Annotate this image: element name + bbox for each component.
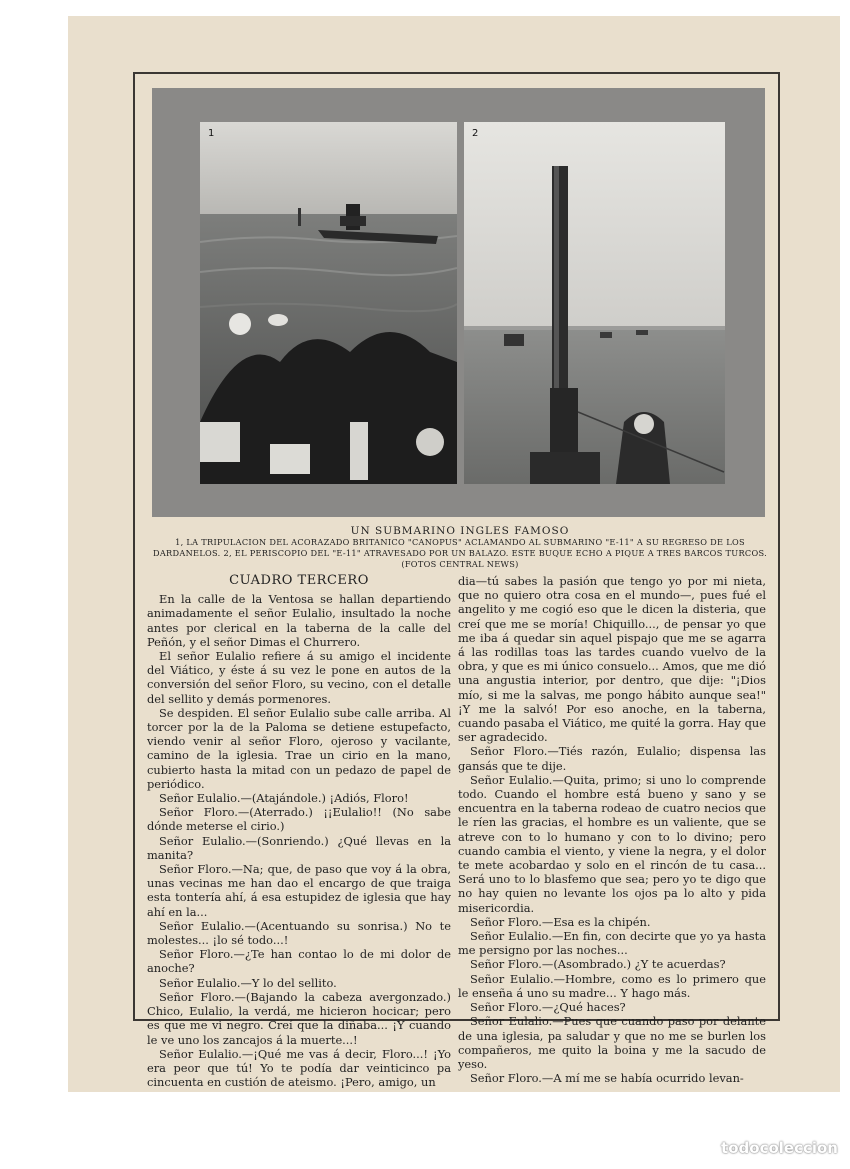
paragraph: Se despiden. El señor Eulalio sube calle arriba. Al torcer por la de la Paloma se detiene estupefacto, viendo venir al señor Floro, ojeroso y vacilante, camino de la iglesia. Trae un cirio en la mano, cubierto hasta la mitad con un pedazo de papel de periódico. (147, 705, 451, 791)
dialogue-line: Señor Eulalio.—(Sonriendo.) ¿Qué llevas en la manita? (147, 833, 451, 862)
dialogue-line: Señor Eulalio.—Y lo del sellito. (159, 975, 337, 990)
dialogue-line: Señor Eulalio.—(Acentuando su sonrisa.) No te molestes... ¡lo sé todo...! (147, 918, 451, 948)
dialogue-line: Señor Floro.—(Aterrado.) ¡¡Eulalio!! (No sabe dónde meterse el cirio.) (147, 805, 451, 834)
paragraph: En la calle de la Ventosa se hallan departiendo animadamente el señor Eulalio, insultado la noche antes por clerical en la taberna de la calle del Peñón, y el señor Dimas el Churrero. (147, 592, 451, 649)
text-column-left (147, 574, 451, 1089)
photo-caption-title: UN SUBMARINO INGLES FAMOSO (350, 525, 570, 537)
photo-damaged-periscope (464, 122, 725, 484)
dialogue-line: Señor Floro.—Esa es la chipén. (470, 914, 651, 929)
text-column-right (458, 574, 766, 1085)
dialogue-line: Señor Floro.—(Bajando la cabeza avergonzado.) Chico, Eulalio, la verdá, me hicieron hocicar; pero es que me vi negro. Creí que la diñaba... ¡Y cuando le ve uno los zancajos á la muerte...! (147, 989, 451, 1047)
watermark-logo: todocoleccion (721, 1139, 838, 1157)
photo-crew-cheering-submarine (200, 122, 457, 484)
dialogue-line: Señor Floro.—A mí me se había ocurrido levan- (470, 1071, 744, 1086)
photo-number: 2 (472, 128, 479, 139)
dialogue-line: Señor Eulalio.—Hombre, como es lo primero que le enseña á uno su madre... Y hago más. (458, 971, 766, 1000)
dialogue-line: Señor Floro.—Na; que, de paso que voy á la obra, unas vecinas me han dao el encargo de que traiga esta tontería ahí, á esa estupidez de iglesia que hay ahí en la... (147, 862, 451, 919)
dialogue-continuation: dia—tú sabes la pasión que tengo yo por mi nieta, que no quiero otra cosa en el mundo—, pues fué el angelito y me cogió eso que le dicen la disteria, que creí que me se moría! Chiquillo..., de pensar yo que me iba á quedar sin aquel pispajo que me se agarra á las rodillas toas las tardes cuando vuelvo de la obra, y que es mi único consuelo... Amos, que me dió una angustia interior, por dentro, que dije: "¡Dios mío, si me la salvas, me pongo hábito aunque sea!" ¡Y me la salvó! Por eso anoche, en la taberna, cuando pasaba el Viático, me quité la gorra. Hay que ser agradecido. (458, 574, 766, 745)
paragraph: El señor Eulalio refiere á su amigo el incidente del Viático, y éste á su vez le pone en autos de la conversión del señor Floro, su vecino, con el detalle del sellito y demás pormenores. (147, 649, 451, 706)
dialogue-line: Señor Floro.—¿Te han contao lo de mi dolor de anoche? (147, 947, 451, 976)
dialogue-line: Señor Floro.—Tiés razón, Eulalio; dispensa las gansás que te dije. (458, 744, 766, 773)
photo-caption-text: 1, LA TRIPULACION DEL ACORAZADO BRITANICO "CANOPUS" ACLAMANDO AL SUBMARINO "E-11" A SU REGRESO DE LOS DARDANELOS. 2, EL PERISCOPIO DEL "E-11" ATRAVESADO POR UN BALAZO. ESTE BUQUE ECHO A PIQUE A TRES BARCOS TURCOS. (FOTOS CENTRAL NEWS) (152, 537, 768, 569)
photo-number: 1 (208, 128, 215, 139)
dialogue-line: Señor Eulalio.—Quita, primo; si uno lo comprende todo. Cuando el hombre está bueno y sano y se encuentra en la taberna rodeao de cuatro necios que le ríen las gracias, el hombre es un valiente, que se atreve con to lo humano y con to lo divino; pero cuando cambia el viento, y viene la negra, y el dolor te mete acobardao y solo en el rincón de tu casa... Será uno to lo blasfemo que sea; pero yo te digo que no hay quien no levante los ojos pa lo alto y pida misericordia. (458, 772, 766, 915)
dialogue-line: Señor Floro.—(Asombrado.) ¿Y te acuerdas? (470, 957, 726, 972)
dialogue-line: Señor Eulalio.—¡Qué me vas á decir, Floro...! ¡Yo era peor que tú! Yo te podía dar veinticinco pa cincuenta en custión de ateismo. ¡Pero, amigo, un (147, 1046, 451, 1090)
dialogue-line: Señor Eulalio.—En fin, con decirte que yo ya hasta me persigno por las noches... (458, 929, 766, 958)
dialogue-line: Señor Eulalio.—(Atajándole.) ¡Adiós, Floro! (159, 791, 409, 806)
dialogue-line: Señor Eulalio.—Pues que cuando paso por delante de una iglesia, pa saludar y que no me se burlen los compañeros, me quito la boina y me la sacudo de yeso. (458, 1014, 766, 1071)
dialogue-line: Señor Floro.—¿Qué haces? (470, 1000, 626, 1015)
act-title: CUADRO TERCERO (229, 573, 369, 588)
